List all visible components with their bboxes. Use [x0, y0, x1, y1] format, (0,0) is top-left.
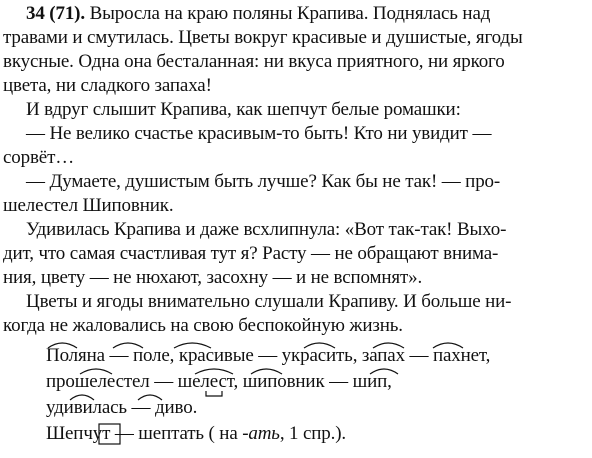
paragraph-2: И вдруг слышит Крапива, как шепчут белые ромашки:	[26, 99, 461, 120]
verb-stem: Шепч	[46, 423, 93, 444]
conjugation-note: , 1 спр.).	[279, 423, 346, 444]
paragraph-1-line-1	[26, 2, 490, 26]
paragraph-1-line-3: вкусные. Одна она бесталанная: ни вкуса приятного, ни яркого	[3, 51, 505, 72]
analysis-line-1: Поляна — поле, красивые — украсить, запах — пахнет,	[46, 345, 491, 366]
verb-ending-boxed: ут	[92, 423, 111, 444]
paragraph-5-line-1: Удивилась Крапива и даже всхлипнула: «Вот так-так! Выхо-	[26, 219, 507, 240]
paragraph-6-line-2: когда не жаловались на свою беспокойную жизнь.	[3, 315, 403, 336]
paragraph-3-line-2: сорвёт…	[3, 147, 75, 168]
analysis-line-2: прошелестел — шелест, шиповник — шип,	[46, 371, 392, 392]
paragraph-1-line-2: травами и смутилась. Цветы вокруг красивые и душистые, ягоды	[3, 27, 523, 48]
paragraph-6-line-1: Цветы и ягоды внимательно слушали Крапиву. И больше ни-	[26, 291, 512, 312]
analysis-middle: — шептать ( на -	[110, 423, 249, 444]
paragraph-4-line-1: — Думаете, душистым быть лучше? Как бы не так! — про-	[26, 171, 501, 192]
paragraph-1-text: Выросла на краю поляны Крапива. Поднялась над	[89, 3, 491, 24]
paragraph-1-line-4: цвета, ни сладкого запаха!	[3, 75, 212, 96]
analysis-line-4	[46, 422, 346, 446]
exercise-number: 34 (71).	[26, 3, 85, 24]
infinitive-suffix: ать	[248, 423, 280, 444]
paragraph-5-line-3: ния, цвету — не нюхают, засохну — и не вспомнят».	[3, 267, 423, 288]
paragraph-3-line-1: — Не велико счастье красивым-то быть! Кто ни увидит —	[26, 123, 492, 144]
paragraph-4-line-2: шелестел Шиповник.	[3, 195, 174, 216]
paragraph-5-line-2: дит, что самая счастливая тут я? Расту — не обращают внима-	[3, 243, 499, 264]
analysis-line-3: удивилась — диво.	[46, 397, 198, 418]
